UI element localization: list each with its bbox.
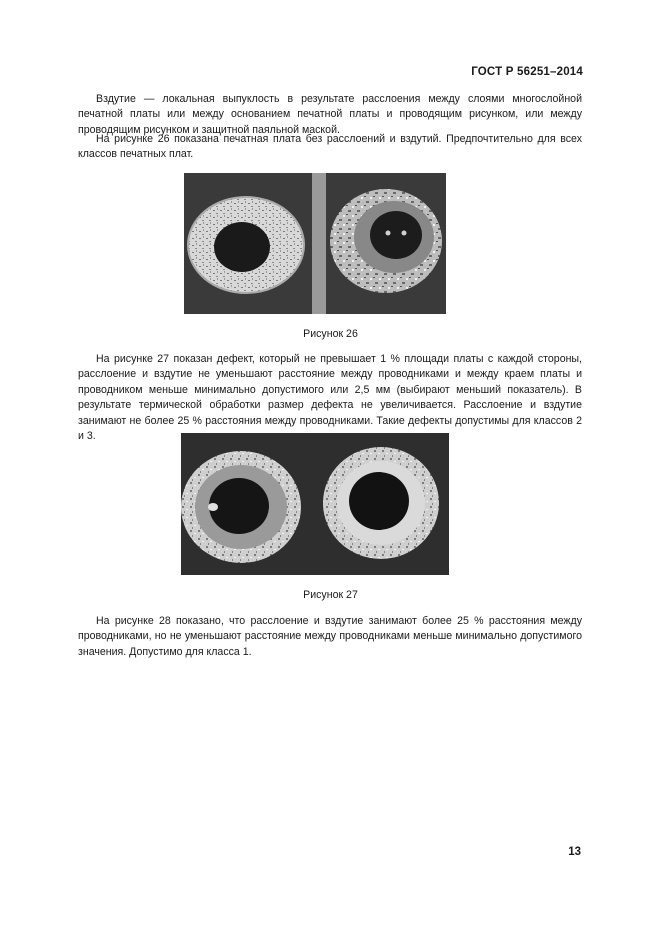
figure-26-caption: Рисунок 26	[303, 328, 358, 340]
paragraph-text: На рисунке 26 показана печатная плата без расслоений и вздутий. Предпочтительно для всех классов печатных плат.	[78, 133, 582, 161]
paragraph-text: На рисунке 27 показан дефект, который не превышает 1 % площади платы с каждой стороны, расслоение и вздутие не уменьшают расстояние между проводниками и между краем платы и проводником меньше минимально допустимого или 2,5 мм (выбирают меньший показатель). В результате термической обработки размер дефекта не увеличивается. Расслоение и вздутие занимают не более 25 % расстояния между проводниками. Такие дефекты допустимы для классов 2 и 3.	[78, 353, 582, 443]
paragraph-figure-26-intro	[78, 132, 582, 163]
paragraph-figure-27-description	[78, 352, 582, 444]
figure-27-image	[181, 433, 449, 575]
paragraph-text: Вздутие — локальная выпуклость в результате расслоения между слоями многослойной печатной платы или между основанием печатной платы и проводящим рисунком, или между проводящим рисунком и защитной паяльной маской.	[78, 93, 582, 136]
document-code: ГОСТ Р 56251–2014	[471, 66, 583, 78]
paragraph-text: На рисунке 28 показано, что расслоение и вздутие занимают более 25 % расстояния между проводниками, но не уменьшают расстояние между проводниками меньше минимально допустимого значения. Допустимо для класса 1.	[78, 615, 582, 658]
page-number: 13	[568, 846, 581, 858]
figure-27-caption: Рисунок 27	[303, 589, 358, 601]
paragraph-figure-28-description	[78, 614, 582, 660]
figure-26-image	[184, 173, 446, 314]
